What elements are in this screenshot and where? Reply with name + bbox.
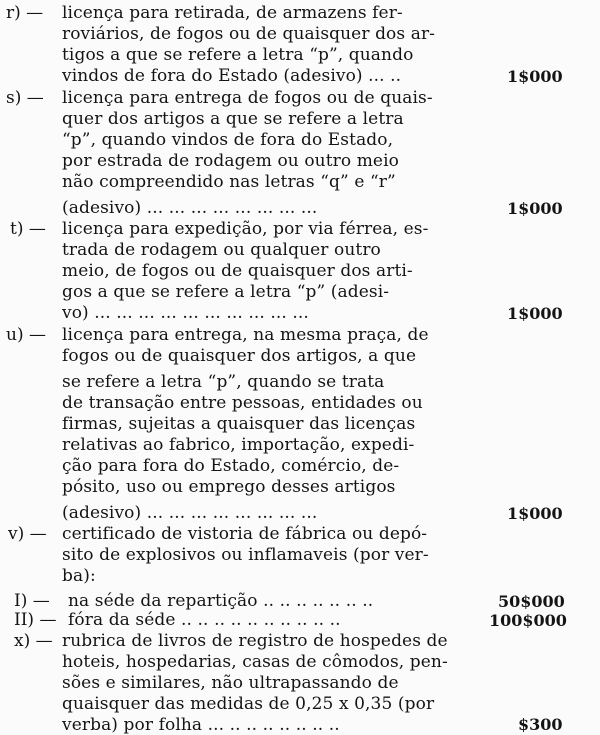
item-text-line: licença para retirada, de armazens fer-: [62, 3, 403, 23]
item-text-line: trada de rodagem ou qualquer outro: [62, 240, 381, 260]
item-text-line: fogos ou de quaisquer dos artigos, a que: [62, 346, 417, 366]
item-text-line: certificado de vistoria de fábrica ou depó-: [62, 524, 428, 544]
item-marker: I) —: [14, 591, 50, 611]
item-text-line: relativas ao fabrico, importação, expedi-: [62, 435, 415, 455]
item-text-line: licença para entrega, na mesma praça, de: [62, 325, 429, 345]
item-text-line: quer dos artigos a que se refere a letra: [62, 109, 404, 129]
item-text-line: não compreendido nas letras “q” e “r”: [62, 172, 396, 192]
item-text-line: vindos de fora do Estado (adesivo) ... ..: [62, 66, 402, 86]
item-amount: 1$000: [507, 504, 563, 523]
item-amount: 1$000: [507, 304, 563, 323]
item-text-line: pósito, uso ou emprego desses artigos: [62, 477, 396, 497]
item-text-line: (adesivo) ... ... ... ... ... ... ... ...: [62, 503, 318, 523]
item-amount: 1$000: [507, 67, 563, 86]
item-marker: v) —: [8, 524, 47, 544]
item-text-line: “p”, quando vindos de fora do Estado,: [62, 130, 394, 150]
item-text-line: rubrica de livros de registro de hospedes de: [62, 631, 448, 651]
item-text-line: se refere a letra “p”, quando se trata: [62, 372, 385, 392]
item-amount: 50$000: [498, 592, 565, 611]
item-marker: u) —: [6, 325, 46, 345]
item-text-line: fóra da séde .. .. .. .. .. .. .. .. .. ..: [68, 610, 341, 630]
item-amount: 1$000: [507, 199, 563, 218]
item-text-line: de transação entre pessoas, entidades ou: [62, 393, 423, 413]
item-text-line: verba) por folha ... .. .. .. .. .. .. ..: [62, 715, 340, 735]
item-amount: 100$000: [489, 611, 567, 630]
item-marker: s) —: [6, 88, 44, 108]
item-amount: $300: [518, 715, 563, 734]
item-text-line: vo) ... ... ... ... ... ... ... ... ... ...: [62, 303, 309, 323]
item-text-line: na séde da repartição .. .. .. .. .. .. ..: [68, 591, 374, 611]
item-text-line: por estrada de rodagem ou outro meio: [62, 151, 399, 171]
item-text-line: sito de explosivos ou inflamaveis (por ver-: [62, 545, 429, 565]
item-marker: t) —: [10, 219, 46, 239]
item-marker: r) —: [6, 3, 44, 23]
item-marker: x) —: [14, 631, 53, 651]
item-text-line: tigos a que se refere a letra “p”, quando: [62, 45, 414, 65]
item-text-line: gos a que se refere a letra “p” (adesi-: [62, 282, 390, 302]
item-text-line: meio, de fogos ou de quaisquer dos arti-: [62, 261, 413, 281]
item-text-line: quaisquer das medidas de 0,25 x 0,35 (por: [62, 694, 435, 714]
item-text-line: roviários, de fogos ou de quaisquer dos ar-: [62, 24, 436, 44]
item-text-line: (adesivo) ... ... ... ... ... ... ... ...: [62, 198, 318, 218]
item-text-line: ba):: [62, 566, 96, 586]
item-text-line: sões e similares, não ultrapassando de: [62, 673, 399, 693]
item-text-line: hoteis, hospedarias, casas de cômodos, pen-: [62, 652, 448, 672]
item-text-line: firmas, sujeitas a quaisquer das licenças: [62, 414, 416, 434]
item-text-line: licença para entrega de fogos ou de quais-: [62, 88, 433, 108]
item-marker: II) —: [14, 610, 57, 630]
item-text-line: ção para fora do Estado, comércio, de-: [62, 456, 400, 476]
item-text-line: licença para expedição, por via férrea, es-: [62, 219, 429, 239]
